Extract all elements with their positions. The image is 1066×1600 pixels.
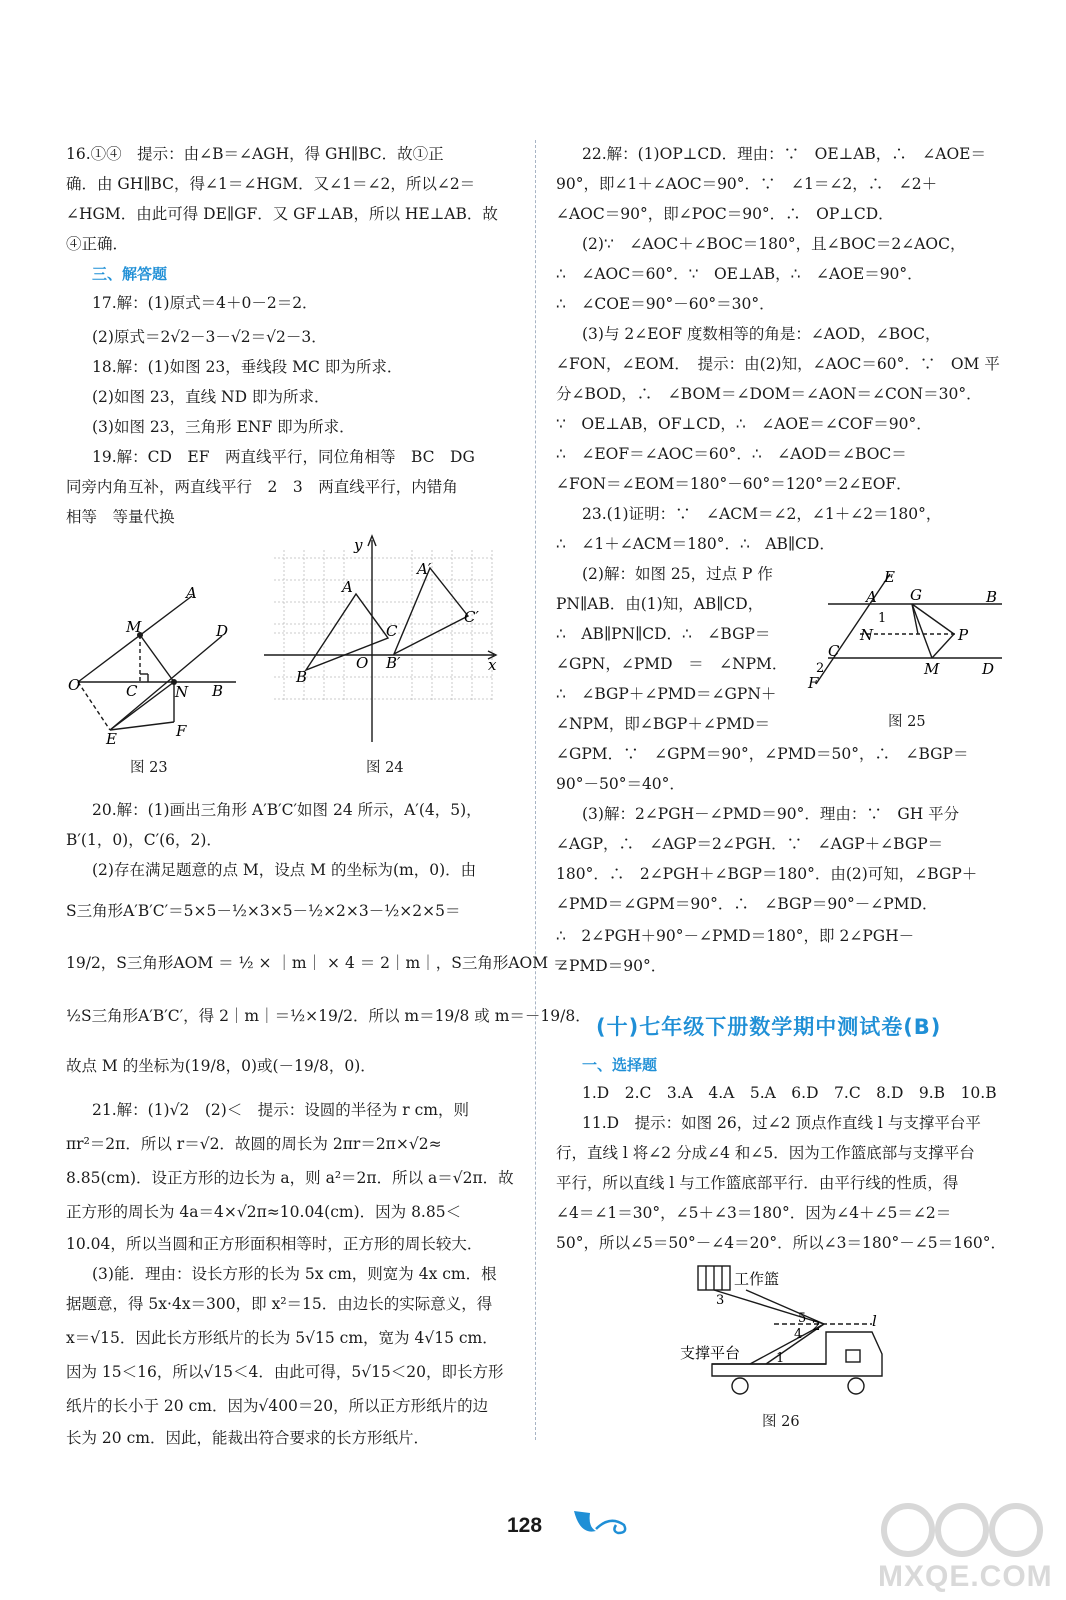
fig25-label-2: 2 (816, 661, 825, 676)
fig24-label-o: O (356, 654, 369, 672)
fig24-label-a: A (342, 578, 353, 596)
left-text-line: (3)如图 23，三角形 ENF 即为所求． (92, 418, 355, 436)
left-text-line: 19.解：CD EF 两直线平行，同位角相等 BC DG (92, 448, 475, 466)
left-text-line: 17.解：(1)原式＝4＋0－2＝2． (92, 294, 318, 312)
right-text-line: 90°－50°＝40°． (556, 775, 685, 793)
right-text-line: (3)与 2∠EOF 度数相等的角是：∠AOD，∠BOC， (582, 325, 941, 343)
fig25-label-f: F (808, 674, 819, 692)
fig24-label-b: B (296, 668, 308, 686)
right-text-line: ∠GPM．∵ ∠GPM＝90°，∠PMD＝50°，∴ ∠BGP＝ (556, 745, 969, 763)
right-text-line: (2)∵ ∠AOC＋∠BOC＝180°，且∠BOC＝2∠AOC， (582, 235, 966, 253)
fig26-label-l: l (872, 1312, 877, 1330)
fig25-label-e: E (884, 568, 895, 586)
right-text-line: ∠FON＝∠EOM＝180°－60°＝120°＝2∠EOF． (556, 475, 912, 493)
left-text-line: (2)存在满足题意的点 M，设点 M 的坐标为(m，0)．由 (92, 861, 477, 879)
left-text-line: B′(1，0)，C′(6，2)． (66, 831, 222, 849)
wave-logo-icon (566, 1505, 638, 1539)
right-text-line: ∠PMD＝90°． (556, 957, 667, 975)
fig23-label-d: D (216, 622, 229, 640)
section-title: (十)七年级下册数学期中测试卷(B) (596, 1015, 942, 1039)
right-text-line: ∠AGP，∴ ∠AGP＝2∠PGH．∵ ∠AGP＋∠BGP＝ (556, 835, 944, 853)
fig24-label-a-prime: A′ (417, 560, 432, 578)
right-text-line: ∵ OE⊥AB，OF⊥CD，∴ ∠AOE＝∠COF＝90°． (556, 415, 932, 433)
fig23-label-f: F (176, 722, 187, 740)
fig23-label-m: M (126, 618, 142, 636)
right-text-line: (3)解：2∠PGH－∠PMD＝90°．理由：∵ GH 平分 (582, 805, 960, 823)
left-text-line: 10.04，所以当圆和正方形面积相等时，正方形的周长较大． (66, 1235, 483, 1253)
left-text-line: 同旁内角互补，两直线平行 2 3 两直线平行，内错角 (66, 478, 458, 496)
right-text-line: ∠4＝∠1＝30°，∠5＋∠3＝180°．因为∠4＋∠5＝∠2＝ (556, 1204, 952, 1222)
right-text-line: 22.解：(1)OP⊥CD．理由：∵ OE⊥AB，∴ ∠AOE＝ (582, 145, 986, 163)
right-text-line: 1.D 2.C 3.A 4.A 5.A 6.D 7.C 8.D 9.B 10.B (582, 1084, 997, 1102)
left-text-line: ④正确． (66, 235, 129, 253)
left-text-line: ∠HGM．由此可得 DE∥GF．又 GF⊥AB，所以 HE⊥AB．故 (66, 205, 498, 223)
fig24-label-x: x (488, 656, 497, 674)
right-text-line: 23.(1)证明：∵ ∠ACM＝∠2，∠1＋∠2＝180°， (582, 505, 942, 523)
right-text-line: PN∥AB．由(1)知，AB∥CD， (556, 595, 764, 613)
right-text-line: ∴ ∠1＋∠ACM＝180°．∴ AB∥CD． (556, 535, 835, 553)
right-text-line: ∠FON，∠EOM． 提示：由(2)知，∠AOC＝60°．∵ OM 平 (556, 355, 1000, 373)
fig23-label-a: A (186, 584, 197, 602)
left-text-line: 正方形的周长为 4a＝4×√2π≈10.04(cm)．因为 8.85＜ (66, 1203, 462, 1221)
right-text-line: ∴ ∠BGP＋∠PMD＝∠GPN＋ (556, 685, 777, 703)
left-text-line: (2)原式＝2√2－3－√2＝√2－3． (92, 328, 327, 346)
right-text-line: ∴ ∠COE＝90°－60°＝30°． (556, 295, 775, 313)
fig23-label-o: O (68, 676, 81, 694)
right-text-line: ∴ 2∠PGH＋90°－∠PMD＝180°，即 2∠PGH－ (556, 927, 915, 945)
fig25-label-1: 1 (878, 611, 887, 626)
caption-fig26: 图 26 (762, 1414, 800, 1430)
fig26-label-1: 1 (776, 1351, 785, 1366)
left-text-line: 8.85(cm)．设正方形的边长为 a，则 a²＝2π．所以 a＝√2π．故 (66, 1169, 514, 1187)
figure-23 (66, 580, 256, 750)
page-number: 128 (507, 1514, 543, 1537)
fig26-label-2: 2 (812, 1319, 821, 1334)
fig26-label-basket: 工作篮 (734, 1270, 780, 1288)
fig26-label-4: 4 (794, 1327, 803, 1342)
left-text-line: 据题意，得 5x·4x＝300，即 x²＝15．由边长的实际意义，得 (66, 1295, 493, 1313)
figure-24 (262, 532, 512, 752)
left-text-line: 相等 等量代换 (66, 508, 175, 526)
fig26-label-5: 5 (798, 1311, 807, 1326)
right-text-line: 行，直线 l 将∠2 分成∠4 和∠5．因为工作篮底部与支撑平台 (556, 1144, 975, 1162)
fig25-label-n: N (860, 626, 874, 644)
figure-25 (806, 562, 1002, 692)
left-text-line: 20.解：(1)画出三角形 A′B′C′如图 24 所示，A′(4，5)， (92, 801, 482, 819)
right-text-line: ∠GPN，∠PMD ＝ ∠NPM． (556, 655, 788, 673)
left-text-line: 因为 15＜16，所以√15＜4．由此可得，5√15＜20，即长方形 (66, 1363, 504, 1381)
right-text-line: 180°．∴ 2∠PGH＋∠BGP＝180°．由(2)可知，∠BGP＋ (556, 865, 978, 883)
right-text-line: ∠PMD＝∠GPM＝90°．∴ ∠BGP＝90°－∠PMD． (556, 895, 938, 913)
left-text-line: 18.解：(1)如图 23，垂线段 MC 即为所求． (92, 358, 403, 376)
left-text-line: 纸片的长小于 20 cm．因为√400＝20，所以正方形纸片的边 (66, 1397, 489, 1415)
right-text-line: 11.D 提示：如图 26，过∠2 顶点作直线 l 与支撑平台平 (582, 1114, 981, 1132)
figure-26 (676, 1262, 886, 1402)
left-text-line: 确．由 GH∥BC，得∠1＝∠HGM．又∠1＝∠2，所以∠2＝ (66, 175, 476, 193)
fig24-label-y: y (354, 536, 363, 554)
fig23-label-c: C (126, 682, 138, 700)
fig25-label-c: C (828, 642, 840, 660)
left-section-heading: 三、解答题 (92, 265, 168, 283)
right-text-line: ∴ ∠AOC＝60°．∵ OE⊥AB，∴ ∠AOE＝90°． (556, 265, 923, 283)
fig23-label-n: N (175, 683, 189, 701)
right-text-line: ∴ ∠EOF＝∠AOC＝60°．∴ ∠AOD＝∠BOC＝ (556, 445, 907, 463)
fig25-label-g: G (910, 586, 922, 604)
fig24-label-c: C (386, 622, 398, 640)
left-text-line: 21.解：(1)√2 (2)＜ 提示：设圆的半径为 r cm，则 (92, 1101, 469, 1119)
right-text-line: 90°，即∠1＋∠AOC＝90°．∵ ∠1＝∠2，∴ ∠2＋ (556, 175, 938, 193)
right-text-line: 分∠BOD，∴ ∠BOM＝∠DOM＝∠AON＝∠CON＝30°． (556, 385, 982, 403)
left-text-line: 19/2，S三角形AOM ＝ ½ × ｜m｜ × 4 ＝ 2｜m｜，S三角形AOM ＝ (66, 954, 569, 972)
fig26-label-3: 3 (716, 1293, 725, 1308)
left-text-line: (2)如图 23，直线 ND 即为所求． (92, 388, 330, 406)
left-text-line: 故点 M 的坐标为(19/8，0)或(－19/8，0)． (66, 1057, 376, 1075)
right-text-line: 平行，所以直线 l 与工作篮底部平行．由平行线的性质，得 (556, 1174, 959, 1192)
right-text-line: 50°，所以∠5＝50°－∠4＝20°．所以∠3＝180°－∠5＝160°． (556, 1234, 1006, 1252)
left-text-line: S三角形A′B′C′＝5×5－½×3×5－½×2×3－½×2×5＝ (66, 902, 461, 920)
fig25-label-m: M (924, 660, 940, 678)
fig25-label-a: A (866, 588, 877, 606)
right-text-line: ∴ AB∥PN∥CD．∴ ∠BGP＝ (556, 625, 771, 643)
caption-fig24: 图 24 (366, 760, 404, 776)
left-text-line: x＝√15．因此长方形纸片的长为 5√15 cm，宽为 4√15 cm． (66, 1329, 498, 1347)
fig25-label-b: B (986, 588, 998, 606)
left-text-line: (3)能．理由：设长方形的长为 5x cm，则宽为 4x cm．根 (92, 1265, 497, 1283)
fig24-label-b-prime: B′ (386, 654, 401, 672)
right-section-heading: 一、选择题 (582, 1056, 658, 1074)
column-divider (535, 140, 536, 1440)
left-text-line: ½S三角形A′B′C′，得 2｜m｜＝½×19/2．所以 m＝19/8 或 m＝－19/8． (66, 1007, 591, 1025)
watermark-text: MXQE.COM (878, 1560, 1053, 1593)
fig25-label-d: D (982, 660, 995, 678)
left-text-line: 16.①④ 提示：由∠B＝∠AGH，得 GH∥BC．故①正 (66, 145, 444, 163)
caption-fig23: 图 23 (130, 760, 168, 776)
fig23-label-e: E (106, 730, 117, 748)
right-text-line: ∠AOC＝90°，即∠POC＝90°．∴ OP⊥CD． (556, 205, 894, 223)
right-text-line: (2)解：如图 25，过点 P 作 (582, 565, 773, 583)
left-text-line: 长为 20 cm．因此，能裁出符合要求的长方形纸片． (66, 1429, 429, 1447)
left-text-line: πr²＝2π．所以 r＝√2．故圆的周长为 2πr＝2π×√2≈ (66, 1135, 442, 1153)
caption-fig25: 图 25 (888, 714, 926, 730)
fig23-label-b: B (212, 682, 224, 700)
fig24-label-c-prime: C′ (464, 608, 479, 626)
fig26-label-platform: 支撑平台 (680, 1344, 741, 1362)
right-text-line: ∠NPM，即∠BGP＋∠PMD＝ (556, 715, 771, 733)
fig25-label-p: P (958, 626, 969, 644)
